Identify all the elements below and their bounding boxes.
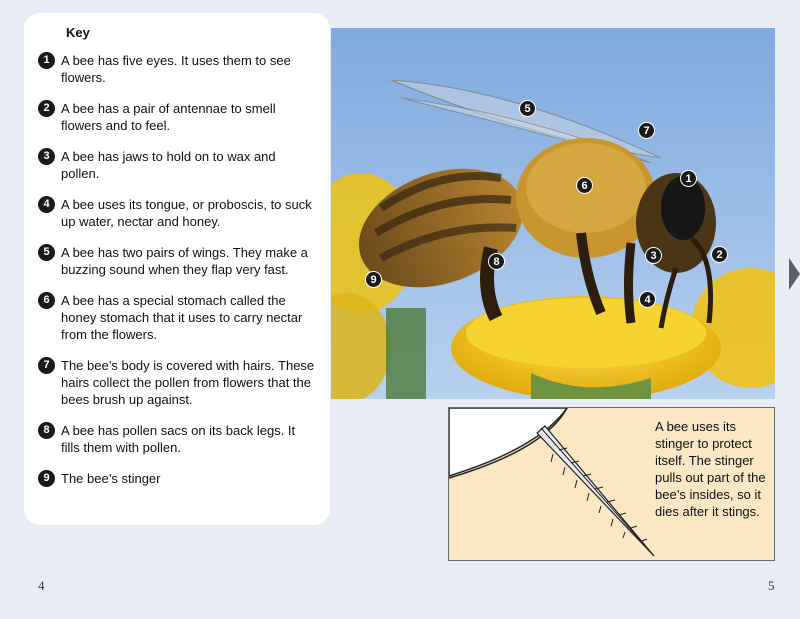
number-badge: 6 <box>38 292 55 309</box>
photo-marker-4: 4 <box>639 291 656 308</box>
key-item <box>38 470 316 487</box>
number-badge: 4 <box>38 196 55 213</box>
page-number-right: 5 <box>768 578 775 593</box>
number-badge: 9 <box>38 470 55 487</box>
number-badge: 5 <box>38 244 55 261</box>
key-item-text: A bee has five eyes. It uses them to see flowers. <box>61 53 291 85</box>
key-item-text: A bee has pollen sacs on its back legs. It fills them with pollen. <box>61 423 296 455</box>
number-badge: 8 <box>38 422 55 439</box>
photo-marker-2: 2 <box>711 246 728 263</box>
key-item-text: A bee has two pairs of wings. They make a buzzing sound when they flap very fast. <box>61 245 308 277</box>
photo-marker-8: 8 <box>488 253 505 270</box>
photo-marker-5: 5 <box>519 100 536 117</box>
number-badge: 7 <box>38 357 55 374</box>
key-item-text: A bee has jaws to hold on to wax and pollen. <box>61 149 276 181</box>
number-badge: 1 <box>38 52 55 69</box>
key-item <box>38 244 316 278</box>
photo-marker-7: 7 <box>638 122 655 139</box>
key-item <box>38 292 316 343</box>
key-item <box>38 100 316 134</box>
key-title: Key <box>66 25 90 40</box>
photo-marker-9: 9 <box>365 271 382 288</box>
photo-marker-1: 1 <box>680 170 697 187</box>
page-number-left: 4 <box>38 578 45 593</box>
bee-illustration <box>331 28 775 399</box>
key-item <box>38 357 316 408</box>
stinger-diagram-panel <box>448 407 775 561</box>
key-panel <box>24 13 330 525</box>
key-item-text: The bee’s stinger <box>61 471 161 486</box>
key-item-text: A bee has a pair of antennae to smell flowers and to feel. <box>61 101 276 133</box>
key-item <box>38 196 316 230</box>
number-badge: 2 <box>38 100 55 117</box>
key-item-text: A bee has a special stomach called the honey stomach that it uses to carry nectar from the flowers. <box>61 293 303 342</box>
bee-photo <box>331 28 775 399</box>
key-item-text: The bee’s body is covered with hairs. These hairs collect the pollen from flowers that the bees brush up against. <box>61 358 315 407</box>
photo-marker-3: 3 <box>645 247 662 264</box>
key-item <box>38 148 316 182</box>
triangle-right-icon[interactable] <box>789 258 800 290</box>
number-badge: 3 <box>38 148 55 165</box>
photo-marker-6: 6 <box>576 177 593 194</box>
key-item <box>38 422 316 456</box>
key-item <box>38 52 316 86</box>
key-list <box>38 52 316 487</box>
key-item-text: A bee uses its tongue, or proboscis, to suck up water, nectar and honey. <box>61 197 312 229</box>
stinger-caption: A bee uses its stinger to protect itself. The stinger pulls out part of the bee’s insides, so it dies after it stings. <box>655 419 766 519</box>
